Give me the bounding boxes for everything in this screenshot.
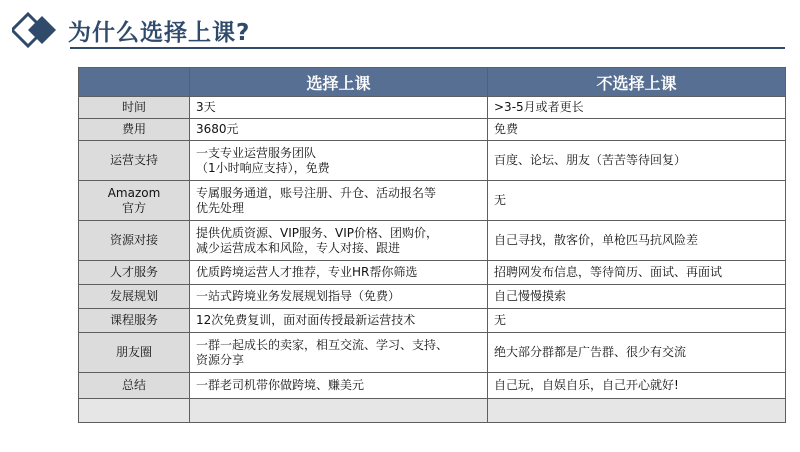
choose-cell: 3天 xyxy=(190,97,488,119)
not-choose-cell: 无 xyxy=(488,309,786,333)
not-choose-cell: >3-5月或者更长 xyxy=(488,97,786,119)
row-label: Amazom 官方 xyxy=(79,181,190,221)
table-row xyxy=(79,309,786,333)
not-choose-cell: 绝大部分群都是广告群、很少有交流 xyxy=(488,333,786,373)
table-row xyxy=(79,97,786,119)
row-label: 资源对接 xyxy=(79,221,190,261)
table-row xyxy=(79,373,786,399)
not-choose-cell: 自己玩，自娱自乐，自己开心就好! xyxy=(488,373,786,399)
table-header-row xyxy=(79,68,786,97)
row-label: 课程服务 xyxy=(79,309,190,333)
table-row xyxy=(79,261,786,285)
header-cell-empty xyxy=(79,68,190,97)
row-label: 总结 xyxy=(79,373,190,399)
choose-cell: 一支专业运营服务团队 （1小时响应支持），免费 xyxy=(190,141,488,181)
table-row xyxy=(79,285,786,309)
choose-cell: 提供优质资源、VIP服务、VIP价格、团购价， 减少运营成本和风险，专人对接、跟进 xyxy=(190,221,488,261)
header-cell-choose: 选择上课 xyxy=(190,68,488,97)
choose-cell: 优质跨境运营人才推荐，专业HR帮你筛选 xyxy=(190,261,488,285)
table-row xyxy=(79,221,786,261)
row-label: 费用 xyxy=(79,119,190,141)
choose-cell: 3680元 xyxy=(190,119,488,141)
row-label: 发展规划 xyxy=(79,285,190,309)
choose-cell: 12次免费复训，面对面传授最新运营技术 xyxy=(190,309,488,333)
table-row-empty xyxy=(79,399,786,423)
not-choose-cell: 免费 xyxy=(488,119,786,141)
choose-cell: 一站式跨境业务发展规划指导（免费） xyxy=(190,285,488,309)
empty-cell xyxy=(190,399,488,423)
row-label: 时间 xyxy=(79,97,190,119)
table-row xyxy=(79,141,786,181)
choose-cell: 一群一起成长的卖家，相互交流、学习、支持、 资源分享 xyxy=(190,333,488,373)
row-label: 运营支持 xyxy=(79,141,190,181)
not-choose-cell: 自己慢慢摸索 xyxy=(488,285,786,309)
empty-cell xyxy=(79,399,190,423)
row-label: 人才服务 xyxy=(79,261,190,285)
table-row xyxy=(79,181,786,221)
not-choose-cell: 招聘网发布信息，等待简历、面试、再面试 xyxy=(488,261,786,285)
not-choose-cell: 自己寻找，散客价，单枪匹马抗风险差 xyxy=(488,221,786,261)
table-row xyxy=(79,333,786,373)
empty-cell xyxy=(488,399,786,423)
choose-cell: 专属服务通道，账号注册、升仓、活动报名等 优先处理 xyxy=(190,181,488,221)
title-divider xyxy=(70,47,785,49)
table-row xyxy=(79,119,786,141)
page-title: 为什么选择上课? xyxy=(68,20,251,46)
header-cell-not-choose: 不选择上课 xyxy=(488,68,786,97)
choose-cell: 一群老司机带你做跨境、赚美元 xyxy=(190,373,488,399)
not-choose-cell: 无 xyxy=(488,181,786,221)
row-label: 朋友圈 xyxy=(79,333,190,373)
not-choose-cell: 百度、论坛、朋友（苦苦等待回复） xyxy=(488,141,786,181)
diamond-logo-icon xyxy=(12,12,60,48)
comparison-table xyxy=(78,67,786,423)
